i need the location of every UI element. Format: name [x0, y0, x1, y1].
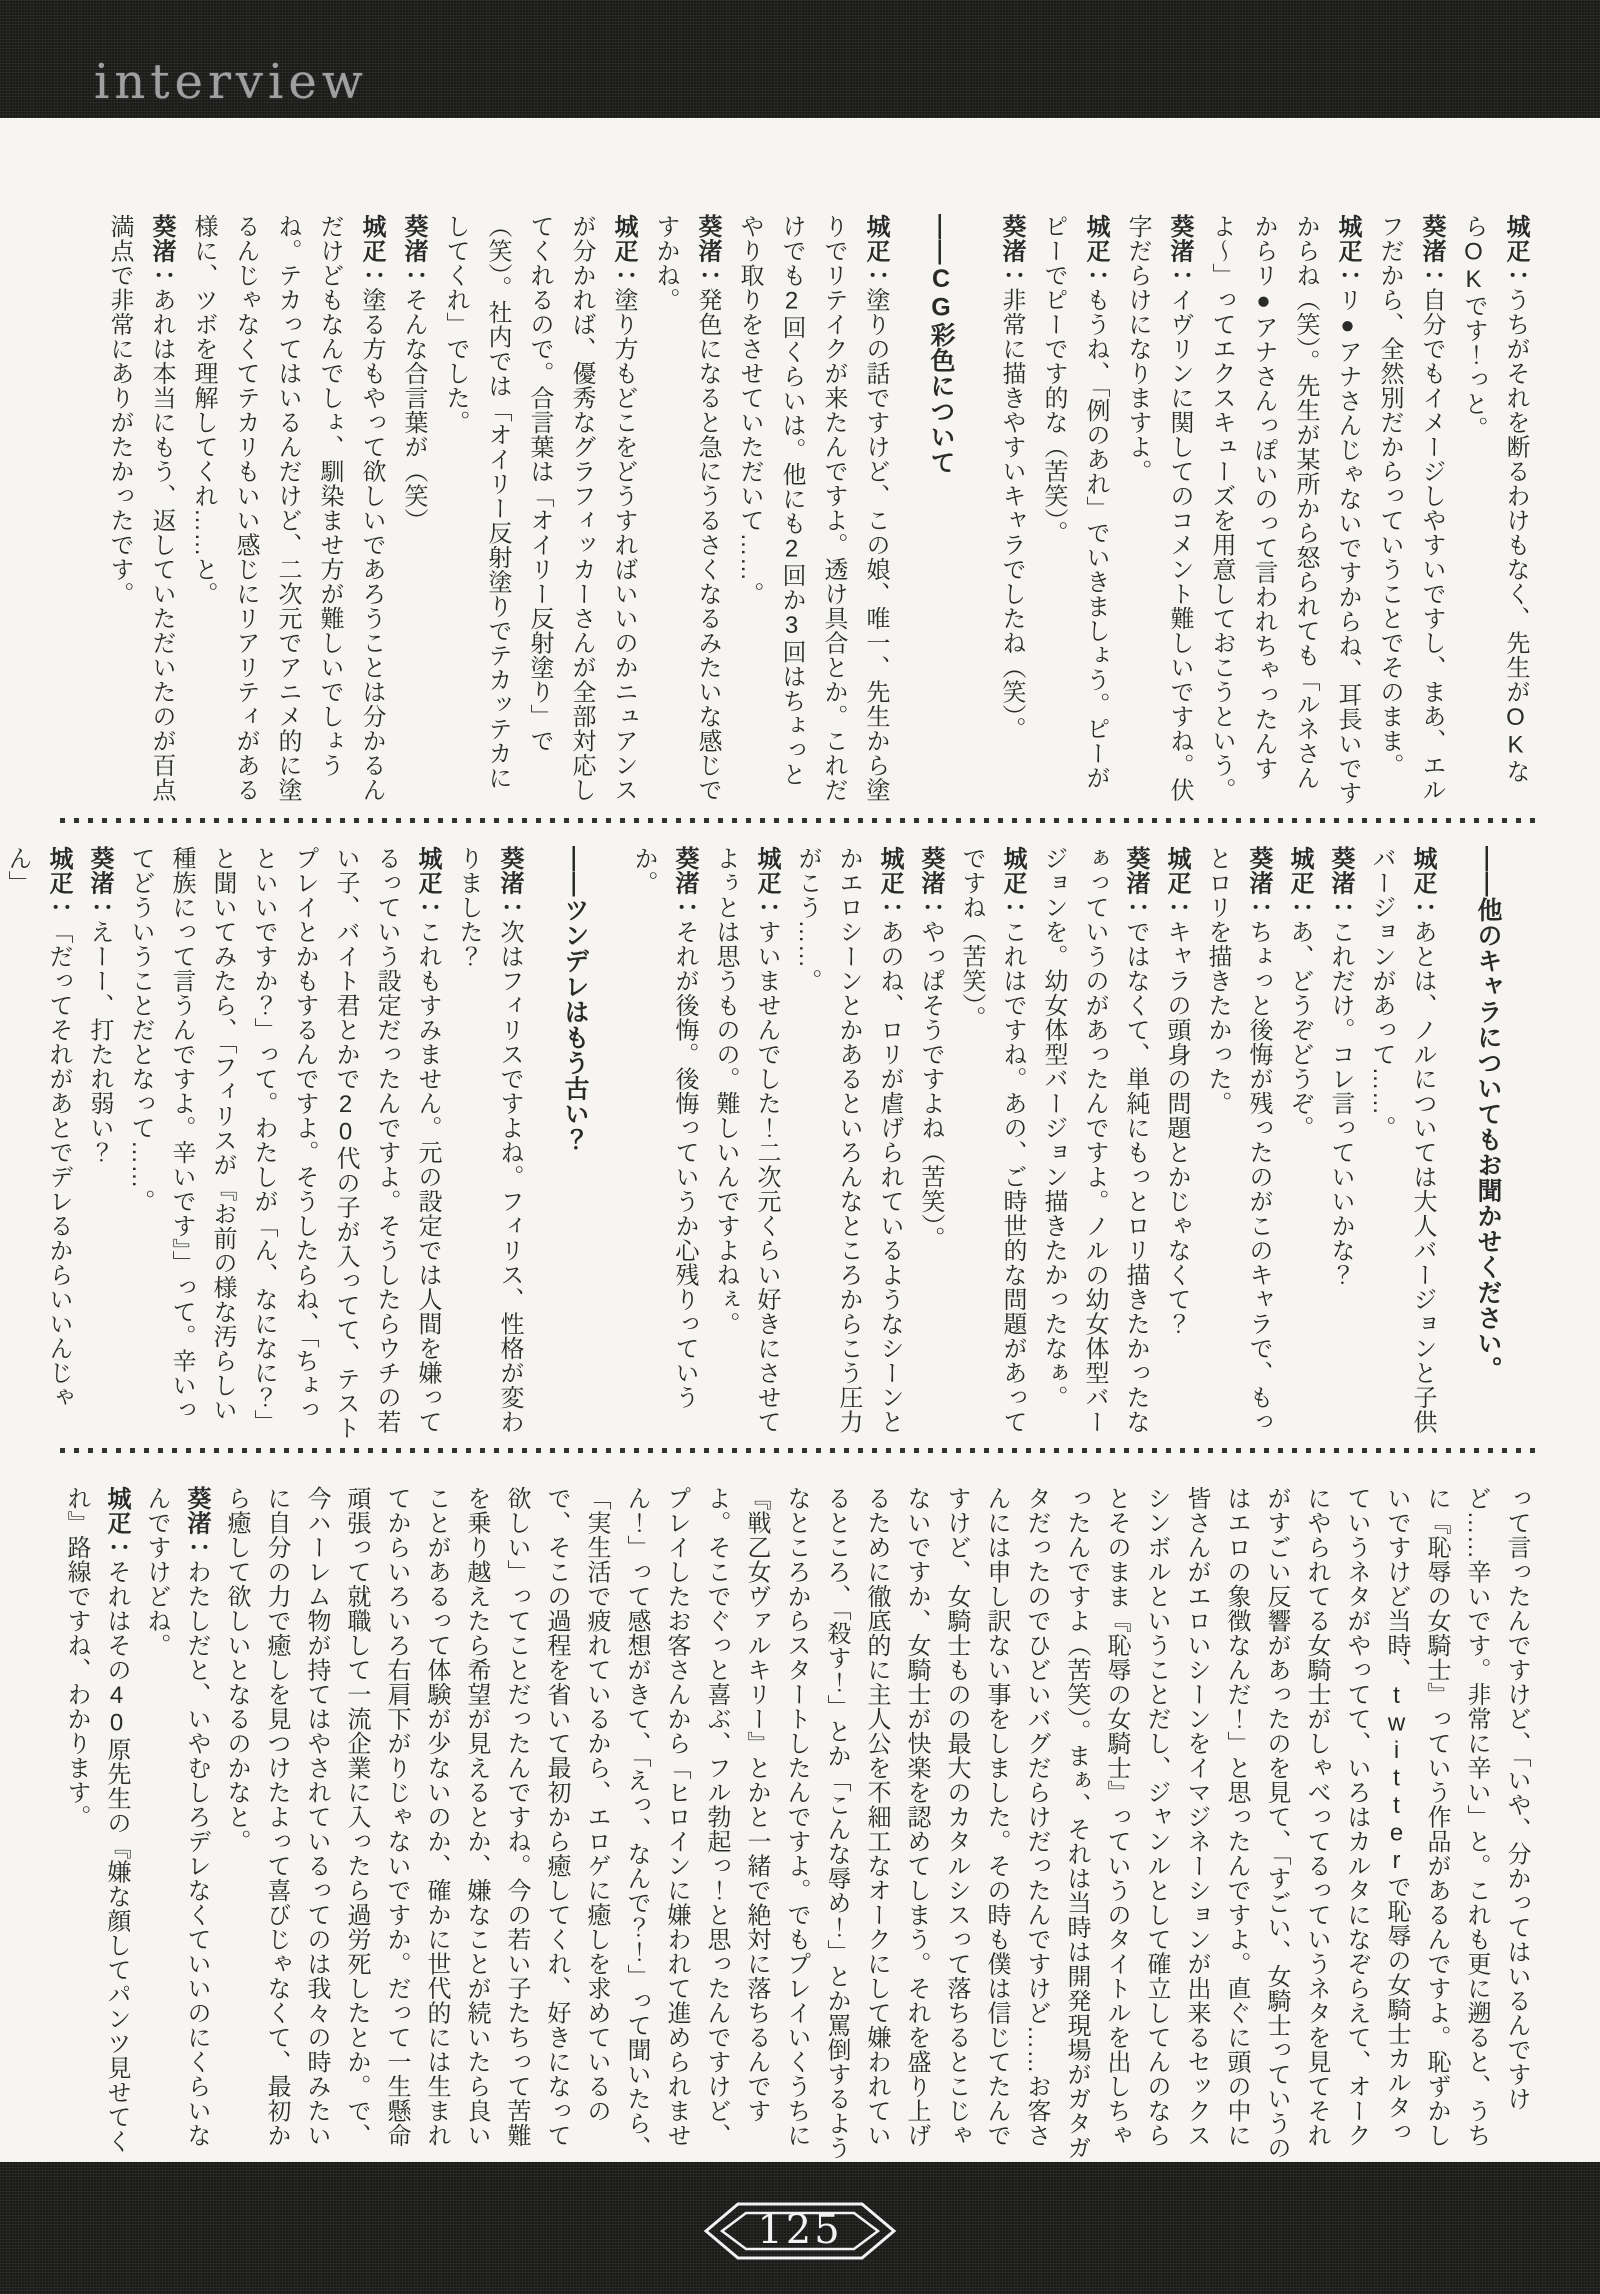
speaker-label: 城疋：	[610, 214, 637, 288]
speaker-label: 城疋：	[45, 846, 72, 920]
speaker-label: 城疋：	[1163, 846, 1190, 920]
dialogue-turn: 葵渚：自分でもイメージしやすいですし、まあ、エルフだから、全然別だからっていうことでそのまま。	[1376, 214, 1445, 802]
speaker-label: 城疋：	[358, 214, 385, 288]
speaker-label: 城疋：	[753, 846, 780, 920]
speaker-label: 城疋：	[862, 214, 889, 288]
dialogue-turn: 城疋：あとは、ノルについては大人バージョンと子供バージョンがあって……。	[1368, 846, 1436, 1434]
dialogue-turn: 葵渚：ちょっと後悔が残ったのがこのキャラで、もっとロリを描きたかった。	[1204, 846, 1272, 1434]
dialogue-turn: 城疋：それはその40原先生の『嫌な顔してパンツ見せてくれ』路線ですね、わかります。	[63, 1486, 130, 2154]
dialogue-turn: 城疋：キャラの頭身の問題とかじゃなくて？	[1163, 846, 1190, 1336]
speaker-label: 葵渚：	[998, 214, 1025, 288]
speaker-label: 葵渚：	[1327, 846, 1354, 920]
latin-run: 2	[778, 287, 805, 315]
speaker-label: 城疋：	[103, 1486, 130, 1560]
dialogue-turn: 葵渚：わたしだと、いやむしろデレなくていいのにくらいなんですけどね。	[143, 1486, 210, 2148]
speaker-label: 葵渚：	[694, 214, 721, 288]
dialogue-turn: 城疋：あ、どうぞどうぞ。	[1286, 846, 1313, 1140]
speaker-label: 城疋：	[1502, 214, 1529, 288]
interview-section-2	[0, 846, 1536, 1440]
dialogue-turn: 城疋：うちがそれを断るわけもなく、先生がOKならOKです！っと。	[1460, 214, 1529, 784]
dialogue-turn: って言ったんですけど、「いや、分かってはいるんですけど……辛いです。非常に辛い」と。これも更に遡ると、うちに『恥辱の女騎士』っていう作品があるんですよ。恥ずかしいですけど当時、twitterで恥辱の女騎士カルタっていうネタがやってて、いろはカルタになぞらえて、オークにやられてる女騎士がしゃべってるっていうネタを見てそれがすごい反響があったのを見て、「すごい、女騎士っていうのはエロの象徴なんだ！」と思ったんですよ。直ぐに頭の中に皆さんがエロいシーンをイマジネーションが出来るセックスシンボルということだし、ジャンルとして確立してんのならとそのまま『恥辱の女騎士』っていうのタイトルを出しちゃったんですよ（苦笑）。まぁ、それは当時は開発現場がガタガタだったのでひどいバグだらけだったんですけど……お客さんには申し訳ない事をしました。その時も僕は信じてたんですけど、女騎士ものの最大のカタルシスって落ちるとこじゃないですか、女騎士が快楽を認めてしまう。それを盛り上げるために徹底的に主人公を不細工なオークにして嫌われているところ、「殺す！」とか「こんな辱め！」とか罵倒するようなところからスタートしたんですよ。でもプレイいくうちに『戦乙女ヴァルキリー』とかと一緒で絶対に落ちるんですよ。そこでぐっと喜ぶ、フル勃起っ！と思ったんですけど、プレイしたお客さんから「ヒロインに嫌われて進められません！」って感想がきて、「えっ、なんで？！」って聞いたら、「実生活で疲れているから、エロゲに癒しを求めているので、そこの過程を省いて最初から癒してくれ、好きになって欲しい」ってことだったんですね。今の若い子たちって苦難を乗り越えたら希望が見えるとか、嫌なことが続いたら良いことがあるって体験が少ないのか、確かに世代的には生まれてからいろいろ右肩下がりじゃないですか。だって一生懸命頑張って就職して一流企業に入ったら過労死したとか。で、今ハーレム物が持てはやされているってのは我々の時みたいに自分の力で癒しを見つけたよって喜びじゃなくて、最初から癒して欲しいとなるのかなと。	[223, 1486, 1530, 2160]
dialogue-turn: 城疋：「だってそれがあとでデレるからいいんじゃん」	[4, 846, 72, 1410]
speaker-label: 城疋：	[999, 846, 1026, 920]
page-number-badge	[702, 2196, 898, 2266]
latin-run: CG	[927, 265, 955, 322]
speaker-label: 城疋：	[414, 846, 441, 920]
speaker-label: 葵渚：	[183, 1486, 210, 1560]
dialogue-turn: 葵渚：発色になると急にうるさくなるみたいな感じですかね。	[652, 214, 721, 802]
latin-run: twitter	[1383, 1682, 1410, 1875]
latin-run: 2	[778, 535, 805, 563]
page-number: 125	[757, 2207, 843, 2253]
latin-run: OK	[1502, 704, 1529, 759]
speaker-label: 葵渚：	[917, 846, 944, 920]
dialogue-turn: 城疋：あのね、ロリが虐げられているようなシーンとかエロシーンとかあるといろんなところからこう圧力がこう……。	[794, 846, 903, 1434]
section-header: ――他のキャラについてもお聞かせください。	[1474, 846, 1502, 1382]
dialogue-turn: 葵渚：それが後悔。後悔っていうか心残りっていうか。	[630, 846, 698, 1410]
interview-section-1	[98, 214, 1536, 806]
latin-run: 3	[778, 612, 805, 640]
section-header: ――ツンデレはもう古い？	[561, 846, 589, 1152]
speaker-label: 城疋：	[876, 846, 903, 920]
top-banner	[0, 0, 1600, 118]
dialogue-turn: 城疋：これもすみません。元の設定では人間を嫌ってるっていう設定だったんですよ。そうしたらウチの若い子、バイト君とかで20代の子が入ってて、テストプレイとかもするんですよ。そうしたらね、「ちょっといいですか？」って。わたしが「ん、なになに？」と聞いてみたら、「フィリスが『お前の様な汚らしい種族にって言うんですよ。辛いです』」って。辛いってどういうことだとなって……。	[127, 846, 441, 1440]
speaker-label: 葵渚：	[148, 214, 175, 288]
page-title: interview	[94, 54, 368, 110]
speaker-label: 城疋：	[1334, 214, 1361, 288]
speaker-label: 葵渚：	[1418, 214, 1445, 288]
dialogue-turn: 葵渚：ではなくて、単純にもっとロリ描きたかったなぁっていうのがあったんですよ。ノルの幼女体型バージョンを。幼女体型バージョン描きたかったなぁ。	[1040, 846, 1149, 1434]
speaker-label: 葵渚：	[400, 214, 427, 288]
dialogue-turn: 葵渚：えーー、打たれ弱い？	[86, 846, 113, 1165]
dotted-divider-2	[60, 1448, 1542, 1453]
speaker-label: 葵渚：	[671, 846, 698, 920]
speaker-label: 葵渚：	[86, 846, 113, 920]
dialogue-turn: 城疋：塗りの話ですけど、この娘、唯一、先生から塗りでリテイクが来たんですよ。透け具合とか。これだけでも2回くらいは。他にも2回か3回はちょっとやり取りをさせていただいて……。	[736, 214, 889, 802]
dialogue-turn: 葵渚：非常に描きやすいキャラでしたね（笑）。	[998, 214, 1025, 741]
speaker-label: 城疋：	[1082, 214, 1109, 288]
dotted-divider-1	[60, 818, 1542, 823]
dialogue-turn: 葵渚：そんな合言葉が（笑）	[400, 214, 427, 533]
bottom-banner	[0, 2162, 1600, 2294]
interview-section-3	[56, 1486, 1536, 2162]
dialogue-turn: 城疋：すいませんでした！二次元くらい好きにさせてよぅとは思うものの。難しいんですよねぇ。	[712, 846, 780, 1434]
dialogue-turn: 城疋：塗る方もやって欲しいであろうことは分かるんだけどもなんでしょ、馴染ませ方が難しいでしょうね。テカってはいるんだけど、二次元でアニメ的に塗るんじゃなくてテカリもいい感じにリアリティがある様に、ツボを理解してくれ……と。	[190, 214, 385, 802]
latin-run: 40	[103, 1682, 130, 1737]
speaker-label: 城疋：	[1286, 846, 1313, 920]
speaker-label: 葵渚：	[1245, 846, 1272, 920]
latin-run: 20	[332, 1091, 359, 1146]
dialogue-turn: 城疋：リ●アナさんじゃないですからね、耳長いですからね（笑）。先生が某所から怒られても「ルネさんからリ●アナさんっぽいのって言われちゃったんすよ〜」ってエクスキューズを用意しておこうという。	[1208, 214, 1361, 805]
speaker-label: 城疋：	[1409, 846, 1436, 920]
speaker-label: 葵渚：	[1122, 846, 1149, 920]
latin-run: OK	[1460, 238, 1487, 294]
section-header: ――CG彩色について	[927, 214, 955, 475]
dialogue-turn: 葵渚：次はフィリスですよね。フィリス、性格が変わりました？	[455, 846, 523, 1434]
speaker-label: 葵渚：	[496, 846, 523, 920]
dialogue-turn: 城疋：もうね、「例のあれ」でいきましょう。ピーがピーでピーです的な（苦笑）。	[1040, 214, 1109, 790]
dialogue-turn: 葵渚：これだけ。コレ言っていいかな？	[1327, 846, 1354, 1287]
dialogue-turn: 葵渚：あれは本当にもう、返していただいたのが百点満点で非常にありがたかったです。	[106, 214, 175, 802]
speaker-label: 葵渚：	[1166, 214, 1193, 288]
dialogue-turn: 城疋：これはですね。あの、ご時世的な問題があってですね（苦笑）。	[958, 846, 1026, 1434]
dialogue-turn: 葵渚：やっぱそうですよね（苦笑）。	[917, 846, 944, 1251]
dialogue-turn: 城疋：塗り方もどこをどうすればいいのかニュアンスが分かれば、優秀なグラフィッカーさんが全部対応してくれるので。合言葉は「オイリー反射塗り」で（笑）。社内では「オイリー反射塗りでテカッテカにしてくれ」でした。	[442, 214, 637, 802]
dialogue-turn: 葵渚：イヴリンに関してのコメント難しいですね。伏字だらけになりますよ。	[1124, 214, 1193, 802]
